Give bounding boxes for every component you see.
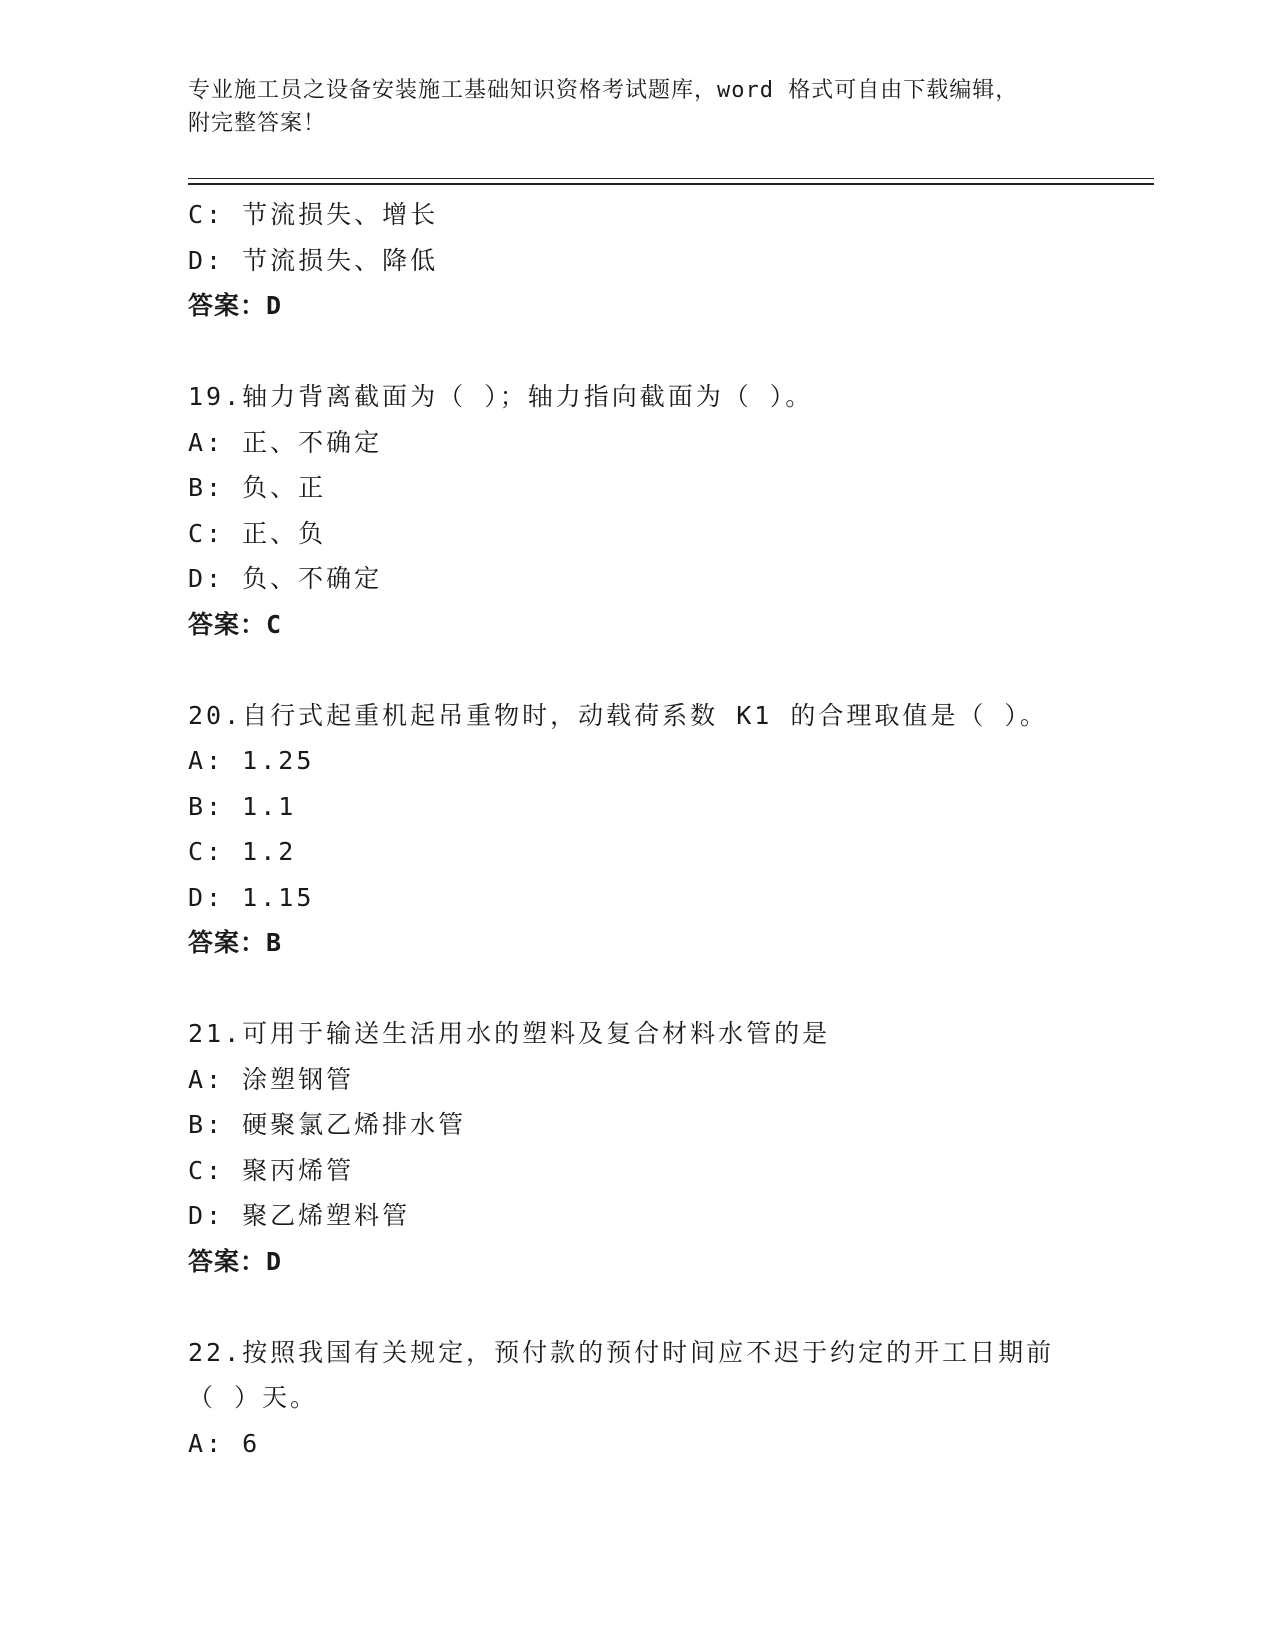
question-20 bbox=[188, 693, 1088, 966]
question-title-line-1: 22.按照我国有关规定，预付款的预付时间应不迟于约定的开工日期前 bbox=[188, 1337, 1055, 1367]
option-d bbox=[188, 556, 1088, 602]
header-line-1: 专业施工员之设备安装施工基础知识资格考试题库，word 格式可自由下载编辑， bbox=[188, 78, 1019, 103]
option-text: 聚乙烯塑料管 bbox=[242, 1201, 411, 1230]
option-d bbox=[188, 238, 1088, 284]
answer-line: 答案：B bbox=[188, 928, 283, 957]
option-text: 正、负 bbox=[242, 518, 327, 548]
option-text: 负、正 bbox=[242, 473, 327, 502]
answer-line: 答案：D bbox=[188, 291, 283, 320]
option-text: 正、不确定 bbox=[242, 427, 383, 457]
option-a bbox=[188, 1421, 1088, 1467]
question-title: 20.自行式起重机起吊重物时，动载荷系数 K1 的合理取值是（ ）。 bbox=[188, 700, 1048, 730]
option-c bbox=[188, 192, 1088, 238]
option-text: 1.2 bbox=[242, 837, 297, 866]
option-label: D: bbox=[188, 882, 225, 912]
question-22 bbox=[188, 1330, 1088, 1467]
option-label: C: bbox=[188, 200, 225, 229]
option-label: B: bbox=[188, 791, 225, 821]
option-c bbox=[188, 1148, 1088, 1194]
option-d bbox=[188, 1193, 1088, 1239]
option-text: 6 bbox=[242, 1428, 261, 1458]
question-title-line-2: （ ）天。 bbox=[188, 1383, 319, 1412]
question-title: 21.可用于输送生活用水的塑料及复合材料水管的是 bbox=[188, 1019, 831, 1048]
option-label: A: bbox=[188, 1428, 225, 1458]
option-c bbox=[188, 511, 1088, 557]
option-text: 涂塑钢管 bbox=[242, 1064, 355, 1094]
option-label: C: bbox=[188, 837, 225, 866]
header-divider-thin bbox=[188, 178, 1154, 179]
option-d bbox=[188, 875, 1088, 921]
question-21 bbox=[188, 1011, 1088, 1284]
answer-line: 答案：C bbox=[188, 609, 283, 639]
option-label: A: bbox=[188, 746, 225, 775]
spacer bbox=[188, 329, 1088, 375]
option-text: 硬聚氯乙烯排水管 bbox=[242, 1110, 467, 1139]
option-label: C: bbox=[188, 1155, 225, 1185]
option-label: A: bbox=[188, 427, 225, 457]
question-list bbox=[188, 192, 1088, 1466]
question-fragment bbox=[188, 192, 1088, 329]
option-text: 节流损失、降低 bbox=[242, 245, 439, 275]
spacer bbox=[188, 1284, 1088, 1330]
option-text: 1.1 bbox=[242, 791, 297, 821]
option-label: A: bbox=[188, 1064, 225, 1094]
option-text: 1.25 bbox=[242, 746, 315, 775]
spacer bbox=[188, 966, 1088, 1012]
option-label: B: bbox=[188, 1110, 225, 1139]
spacer bbox=[188, 647, 1088, 693]
option-a bbox=[188, 1057, 1088, 1103]
option-label: D: bbox=[188, 245, 225, 275]
document-header bbox=[188, 74, 1088, 140]
option-label: B: bbox=[188, 473, 225, 502]
option-text: 节流损失、增长 bbox=[242, 200, 439, 229]
header-divider-thick bbox=[188, 183, 1154, 185]
option-b bbox=[188, 1102, 1088, 1148]
option-a bbox=[188, 738, 1088, 784]
option-text: 负、不确定 bbox=[242, 564, 383, 593]
option-a bbox=[188, 420, 1088, 466]
answer-line: 答案：D bbox=[188, 1246, 283, 1276]
option-label: D: bbox=[188, 1201, 225, 1230]
option-b bbox=[188, 784, 1088, 830]
option-label: D: bbox=[188, 564, 225, 593]
question-19 bbox=[188, 374, 1088, 647]
header-line-2: 附完整答案！ bbox=[188, 111, 327, 136]
option-label: C: bbox=[188, 518, 225, 548]
option-text: 1.15 bbox=[242, 882, 315, 912]
option-c bbox=[188, 829, 1088, 875]
question-title: 19.轴力背离截面为（ ）；轴力指向截面为（ ）。 bbox=[188, 382, 814, 411]
option-text: 聚丙烯管 bbox=[242, 1155, 355, 1185]
option-b bbox=[188, 465, 1088, 511]
